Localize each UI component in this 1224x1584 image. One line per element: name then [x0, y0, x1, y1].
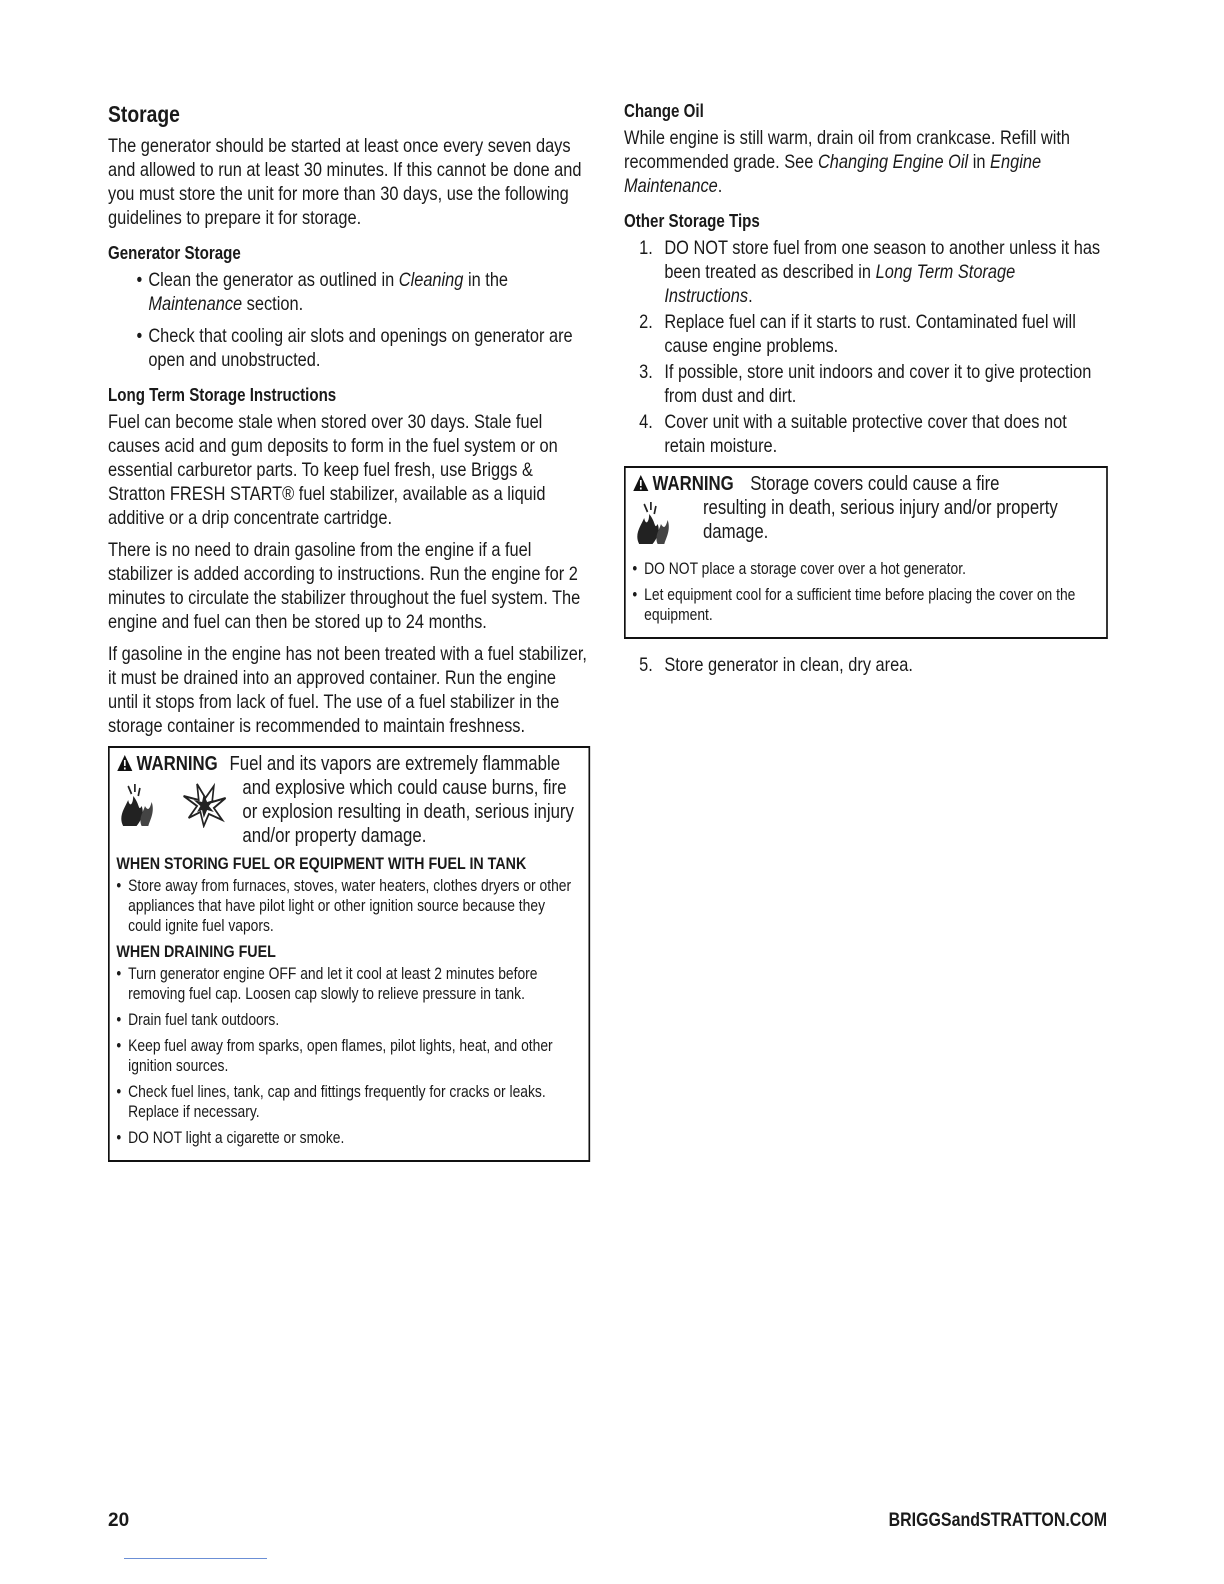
list-item: • Let equipment cool for a sufficient time before placing the cover on the equipment.	[632, 585, 1099, 625]
list-item: 2. Replace fuel can if it starts to rust. Contaminated fuel will cause engine problems.	[639, 311, 1076, 357]
cover-warning-list	[632, 559, 1099, 625]
list-item: • Clean the generator as outlined in Cleaning in the Maintenance section.	[108, 268, 590, 316]
warning-text-rest: and explosive which could cause burns, fire or explosion resulting in death, serious injury and/or property damage.	[242, 777, 574, 847]
storage-tips-list-continued	[624, 653, 1108, 677]
warning-text-line1: Storage covers could cause a fire	[750, 473, 1000, 495]
list-item: • Check fuel lines, tank, cap and fittings frequently for cracks or leaks. Replace if necessary.	[116, 1082, 581, 1122]
warning-text-line1: Fuel and its vapors are extremely flammable	[229, 753, 561, 775]
storage-tips-list	[624, 236, 1108, 458]
list-item: • DO NOT light a cigarette or smoke.	[116, 1128, 581, 1148]
section-title: Storage	[108, 101, 180, 127]
warning-subheading-storing: WHEN STORING FUEL OR EQUIPMENT WITH FUEL IN TANK	[116, 854, 527, 873]
footer-link-underline	[124, 1558, 267, 1559]
generator-storage-list	[108, 268, 590, 372]
fuel-warning-box	[108, 746, 590, 1162]
list-item: • Keep fuel away from sparks, open flames, pilot lights, heat, and other ignition sources.	[116, 1036, 581, 1076]
list-item: • DO NOT place a storage cover over a hot generator.	[632, 559, 1099, 579]
long-term-paragraph-3: If gasoline in the engine has not been treated with a fuel stabilizer, it must be drained into an approved container. Run the engine until it stops from lack of fuel. The use of a fuel stabilizer in the storage container is recommended to maintain freshness.	[108, 643, 587, 737]
change-oil-paragraph: While engine is still warm, drain oil from crankcase. Refill with recommended grade. See Changing Engine Oil in Engine Maintenance.	[624, 127, 1071, 197]
long-term-paragraph-1: Fuel can become stale when stored over 30 days. Stale fuel causes acid and gum deposits to form in the fuel system or on essential carburetor parts. To keep fuel fresh, use Briggs & Stratton FRESH START® fuel stabilizer, available as a liquid additive or a drip concentrate cartridge.	[108, 411, 558, 529]
list-item: • Store away from furnaces, stoves, water heaters, clothes dryers or other appliances that have pilot light or other ignition source because they could ignite fuel vapors.	[116, 876, 581, 936]
warning-label: WARNING	[632, 473, 738, 495]
long-term-paragraph-2: There is no need to drain gasoline from the engine if a fuel stabilizer is added according to instructions. Run the engine for 2 minutes to circulate the stabilizer throughout the fuel system. The engine and fuel can then be stored up to 24 months.	[108, 539, 581, 633]
list-item: • Check that cooling air slots and openings on generator are open and unobstructed.	[108, 324, 590, 372]
warning-text-rest: resulting in death, serious injury and/or property damage.	[702, 497, 1058, 543]
website-url: BRIGGSandSTRATTON.COM	[888, 1510, 1107, 1531]
warning-subheading-draining: WHEN DRAINING FUEL	[116, 942, 276, 961]
list-item: • Drain fuel tank outdoors.	[116, 1010, 581, 1030]
warning-label: WARNING	[116, 752, 217, 776]
list-item: 5. Store generator in clean, dry area.	[639, 654, 913, 676]
draining-warning-list	[116, 964, 581, 1148]
other-storage-tips-heading: Other Storage Tips	[624, 211, 760, 231]
warning-triangle-icon	[116, 754, 133, 772]
cover-warning-box	[624, 466, 1108, 639]
fire-hazard-icon	[632, 500, 691, 546]
explosion-hazard-icon	[180, 782, 227, 828]
left-column	[108, 100, 590, 1162]
long-term-storage-heading: Long Term Storage Instructions	[108, 385, 337, 405]
list-item: 3. If possible, store unit indoors and cover it to give protection from dust and dirt.	[639, 361, 1092, 407]
fire-hazard-icon	[116, 782, 175, 828]
list-item: 4. Cover unit with a suitable protective cover that does not retain moisture.	[639, 411, 1067, 457]
warning-triangle-icon	[632, 474, 649, 492]
storing-warning-list	[116, 876, 581, 936]
list-item: 1. DO NOT store fuel from one season to another unless it has been treated as described in Long Term Storage Instructions.	[639, 237, 1101, 307]
right-column	[624, 100, 1108, 683]
intro-paragraph: The generator should be started at least once every seven days and allowed to run at least 30 minutes. If this cannot be done and you must store the unit for more than 30 days, use the following guidelines to prepare it for storage.	[108, 135, 582, 229]
change-oil-heading: Change Oil	[624, 101, 704, 121]
generator-storage-heading: Generator Storage	[108, 243, 241, 263]
list-item: • Turn generator engine OFF and let it cool at least 2 minutes before removing fuel cap. Loosen cap slowly to relieve pressure in tank.	[116, 964, 581, 1004]
page-number: 20	[108, 1510, 130, 1531]
